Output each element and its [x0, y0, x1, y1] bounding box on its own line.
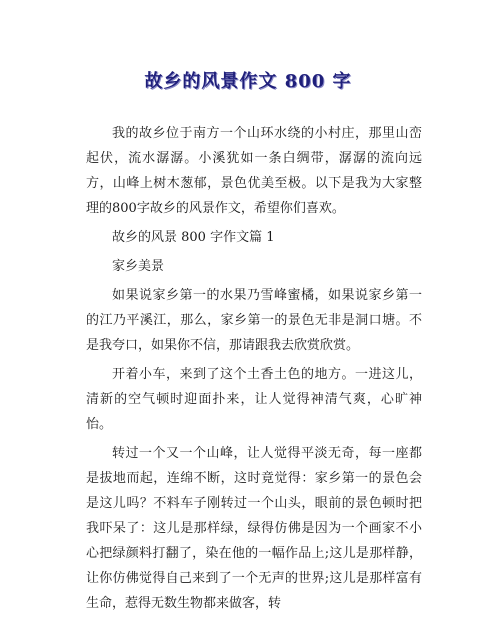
paragraph-subheading: 家乡美景 [112, 259, 165, 274]
paragraph-intro: 我的故乡位于南方一个山环水绕的小村庄，那里山峦起伏，流水潺潺。小溪犹如一条白绸带，潺潺的流向远方，山峰上树木葱郁，景色优美至极。以下是我为大家整理的800字故乡的风景作文，希望你们喜欢。 [86, 126, 422, 216]
document-title: 故乡的风景作文 800 字 [144, 71, 352, 92]
paragraph: 开着小车，来到了这个土香土色的地方。一进这儿，清新的空气顿时迎面扑来，让人觉得神清气爽，心旷神怡。 [86, 367, 422, 432]
document-body [86, 121, 422, 620]
paragraph-heading: 故乡的风景 800 字作文篇 1 [112, 230, 275, 245]
paragraph: 如果说家乡第一的水果乃雪峰蜜橘，如果说家乡第一的江乃平溪江，那么，家乡第一的景色无非是洞口塘。不是我夸口，如果你不信，那请跟我去欣赏欣赏。 [86, 288, 422, 353]
paragraph: 转过一个又一个山峰，让人觉得平淡无奇，每一座都是拔地而起，连绵不断，这时竟觉得：家乡第一的景色会是这儿吗？不料车子刚转过一个山头，眼前的景色顿时把我吓呆了：这儿是那样绿，绿得仿佛是因为一个画家不小心把绿颜料打翻了，染在他的一幅作品上;这儿是那样静，让你仿佛觉得自己来到了一个无声的世界;这儿是那样富有生命，惹得无数生物都来做客，转 [86, 446, 422, 611]
